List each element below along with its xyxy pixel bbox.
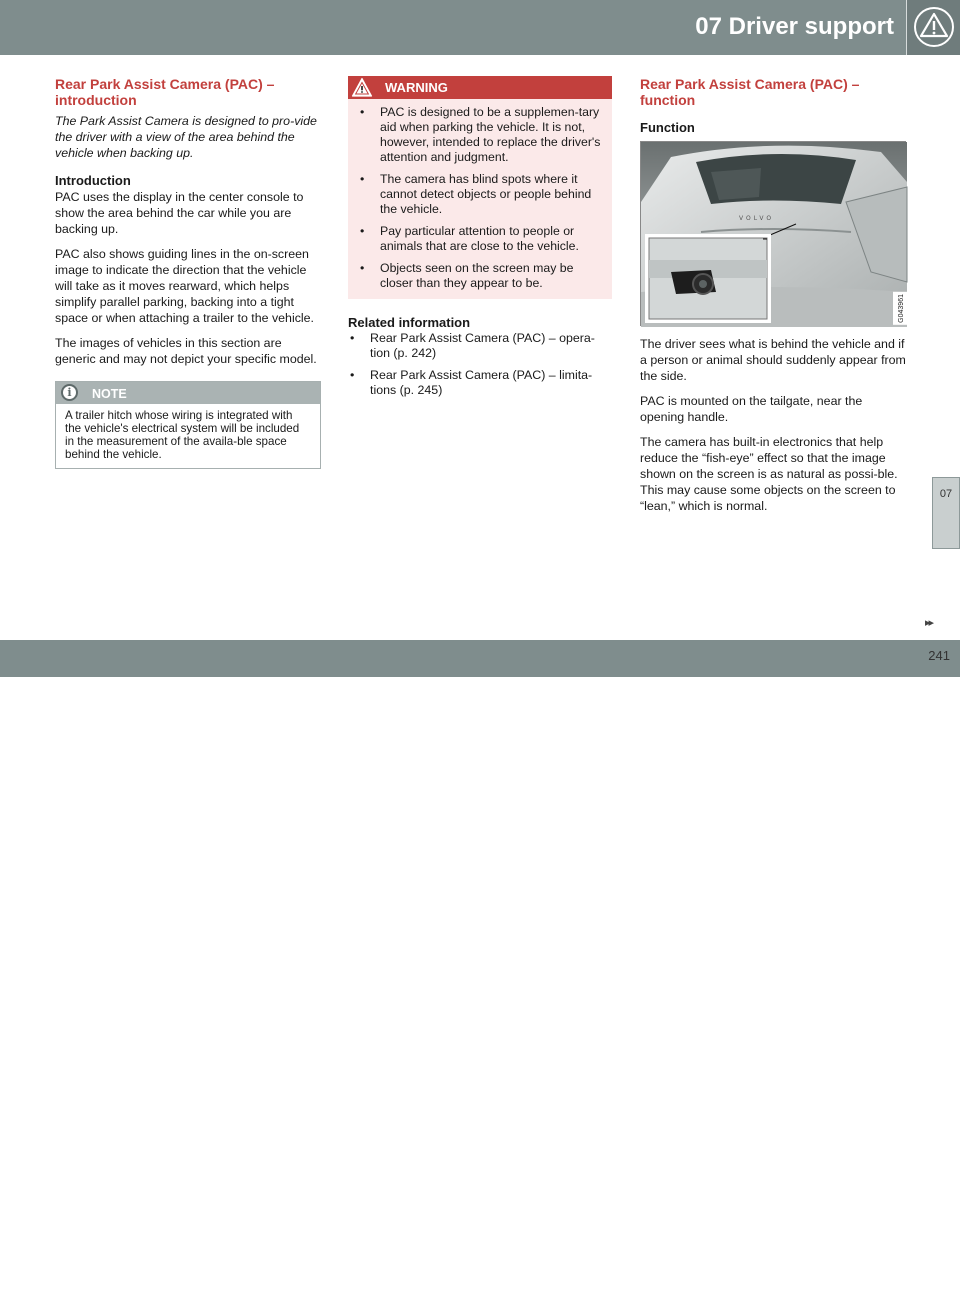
- note-text: A trailer hitch whose wiring is integrated with the vehicle's electrical system will be included in the measurement of the availa-ble space behind the vehicle.: [65, 409, 300, 461]
- related-link-text[interactable]: Rear Park Assist Camera (PAC) – limita-tions (p. 245): [370, 368, 593, 397]
- note-header: [56, 382, 320, 404]
- bullet-icon: •: [350, 368, 355, 382]
- intro-paragraph-3: The images of vehicles in this section are generic and may not depict your specific model.: [55, 336, 317, 366]
- related-link[interactable]: [348, 331, 612, 361]
- warning-item-text: Pay particular attention to people or animals that are close to the vehicle.: [380, 224, 579, 253]
- warning-icon-box: [906, 0, 960, 55]
- double-chevron-right-icon[interactable]: ▸▸: [925, 617, 933, 629]
- related-list: [348, 331, 612, 398]
- related-information: [348, 315, 612, 398]
- bullet-icon: •: [360, 105, 365, 119]
- note-box: [55, 381, 321, 469]
- chapter-title: 07 Driver support: [695, 13, 894, 40]
- camera-illustration: [640, 141, 906, 326]
- tailgate-camera-image: [641, 142, 907, 327]
- column-warning: [348, 76, 612, 405]
- column-introduction: [55, 76, 321, 469]
- related-link[interactable]: [348, 368, 612, 398]
- column-function: [640, 76, 908, 523]
- page-header: [0, 0, 960, 55]
- section-title-introduction: Rear Park Assist Camera (PAC) – introduction: [55, 76, 275, 108]
- warning-item-text: The camera has blind spots where it cannot detect objects or people behind the vehicle.: [380, 172, 592, 216]
- warning-item-text: PAC is designed to be a supplemen-tary aid when parking the vehicle. It is not, however, intended to replace the driver's attention and judgment.: [380, 105, 601, 164]
- warning-triangle-icon: [351, 77, 373, 98]
- warning-item: [358, 224, 602, 254]
- chapter-tab-label: 07: [939, 488, 953, 500]
- warning-list: [348, 99, 612, 299]
- watermark: carmanualsonline.info: [575, 1282, 894, 1313]
- lead-text: The Park Assist Camera is designed to pro-vide the driver with a view of the area behind the vehicle when backing up.: [55, 114, 317, 160]
- warning-item: [358, 172, 602, 217]
- chapter-tab[interactable]: [932, 477, 960, 549]
- info-icon: i: [61, 384, 78, 401]
- page-number: 241: [928, 648, 950, 663]
- warning-label: WARNING: [385, 80, 448, 95]
- function-paragraph-2: PAC is mounted on the tailgate, near the opening handle.: [640, 394, 863, 424]
- function-heading: Function: [640, 120, 695, 135]
- note-label: NOTE: [92, 387, 127, 401]
- image-code: G043961: [893, 292, 911, 325]
- bullet-icon: •: [360, 172, 365, 186]
- related-heading: Related information: [348, 315, 471, 330]
- warning-box: [348, 76, 612, 299]
- warning-triangle-icon: [912, 5, 956, 49]
- warning-item-text: Objects seen on the screen may be closer than they appear to be.: [380, 261, 574, 290]
- warning-header: [348, 76, 612, 99]
- bullet-icon: •: [350, 331, 355, 345]
- bullet-icon: •: [360, 224, 365, 238]
- related-link-text[interactable]: Rear Park Assist Camera (PAC) – opera-tion (p. 242): [370, 331, 595, 360]
- intro-paragraph-1: PAC uses the display in the center console to show the area behind the car while you are backing up.: [55, 190, 304, 236]
- function-paragraph-1: The driver sees what is behind the vehicle and if a person or animal should suddenly appear from the side.: [640, 337, 906, 383]
- warning-item: [358, 105, 602, 165]
- bullet-icon: •: [360, 261, 365, 275]
- svg-text:VOLVO: VOLVO: [739, 215, 775, 222]
- introduction-heading: Introduction: [55, 173, 131, 188]
- page-footer: [0, 640, 960, 1313]
- warning-item: [358, 261, 602, 291]
- function-paragraph-3: The camera has built-in electronics that help reduce the “fish-eye” effect so that the image shown on the screen is as natural as possi-ble. This may cause some objects on the screen to “lean,” which is normal.: [640, 435, 898, 513]
- section-title-function: Rear Park Assist Camera (PAC) – function: [640, 76, 860, 108]
- intro-paragraph-2: PAC also shows guiding lines in the on-screen image to indicate the direction that the vehicle will take as it moves rearward, which helps simplify parallel parking, backing into a tight space or when attaching a trailer to the vehicle.: [55, 247, 314, 325]
